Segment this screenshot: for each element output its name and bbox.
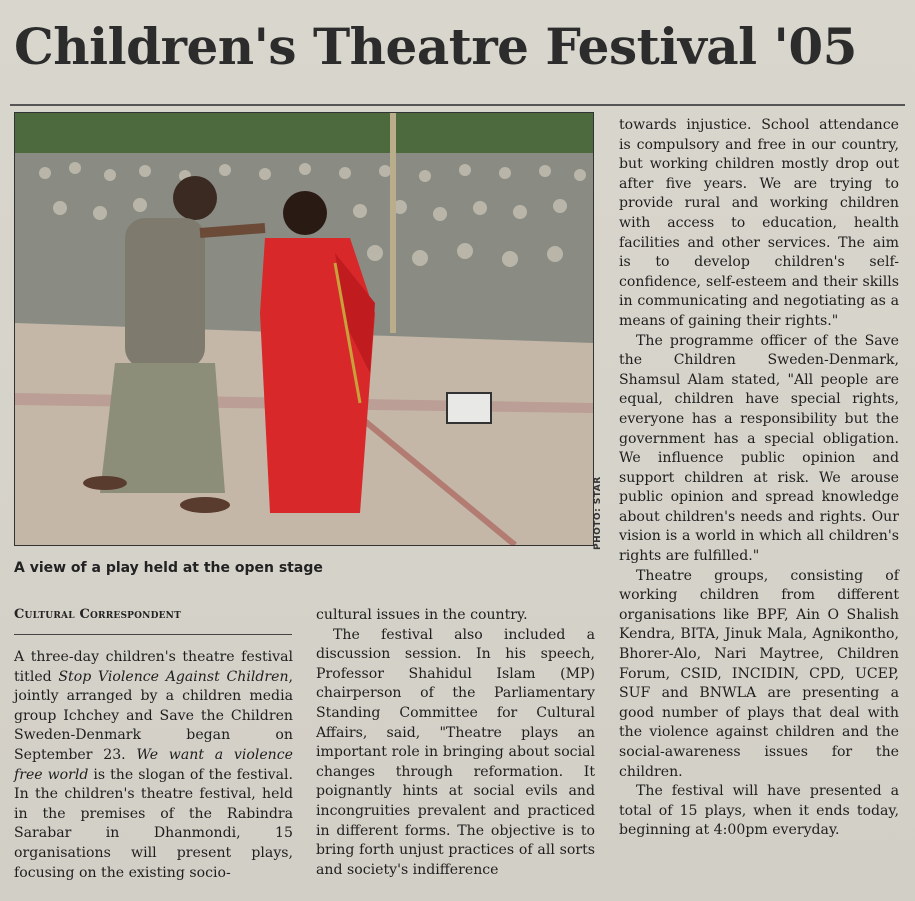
headline-rule [10,104,905,106]
article-column-3 [619,116,899,841]
paragraph: The festival will have presented a total of 15 plays, when it ends today, beginning at 4:00pm everyday. [619,783,899,839]
byline: Cultural Correspondent [14,607,181,622]
text-run: A three-day children's theatre festival titled [14,649,293,685]
festival-title: Stop Violence Against Children [58,668,289,685]
headline: Children's Theatre Festival '05 [14,17,857,76]
festival-slogan: We want a violence free world [14,746,293,783]
paragraph: The festival also included a discussion session. In his speech, Professor Shahidul Islam (MP) chairperson of the Parliamentary Standing Committee for Cultural Affairs, said, "Theatre plays an important role in bringing about social changes through reformation. It poignantly hints at social evils and incongruities prevalent and practiced in different forms. The objective is to bring forth unjust practices of all sorts and society's indifference [316,626,595,878]
paragraph [14,648,293,883]
byline-rule [14,634,292,635]
paragraph: Theatre groups, consisting of working children from different organisations like BPF, Ain O Shalish Kendra, BITA, Jinuk Mala, Agnikontho, Bhorer-Alo, Nari Maytree, Children Forum, CSID, INCIDIN, CPD, UCEP, SUF and BNWLA are presenting a good number of plays that deal with the violence against children and the social-awareness issues for the children. [619,567,899,780]
paragraph: towards injustice. School attendance is compulsory and free in our country, but working children mostly drop out after five years. We are trying to provide rural and working children with access to education, health facilities and other services. The aim is to develop children's self-confidence, self-esteem and their skills in communicating and negotiating as a means of gaining their rights." [619,117,899,329]
photo-illustration [15,113,593,545]
article-column-1 [14,648,293,883]
paragraph: cultural issues in the country. [316,607,528,623]
photo-caption: A view of a play held at the open stage [14,560,323,576]
text-run: is the slogan of the festival. In the children's theatre festival, held in the premises of the Rabindra Sarabar in Dhanmondi, 15 organisations will present plays, focusing on the existing socio- [14,766,293,881]
photo-credit: PHOTO: STAR [593,476,603,550]
stage-play-photo [14,112,594,546]
text-run: , jointly arranged by a children media group Ichchey and Save the Children Sweden-Denmark began on September 23. [14,668,294,763]
article-column-2 [316,606,595,880]
paragraph: The programme officer of the Save the Children Sweden-Denmark, Shamsul Alam stated, "All people are equal, children have special rights, everyone has a responsibility but the government has a special obligation. We influence public opinion and support children at risk. We arouse public opinion and spread knowledge about children's needs and rights. Our vision is a world in which all children's rights are fulfilled." [619,332,899,565]
